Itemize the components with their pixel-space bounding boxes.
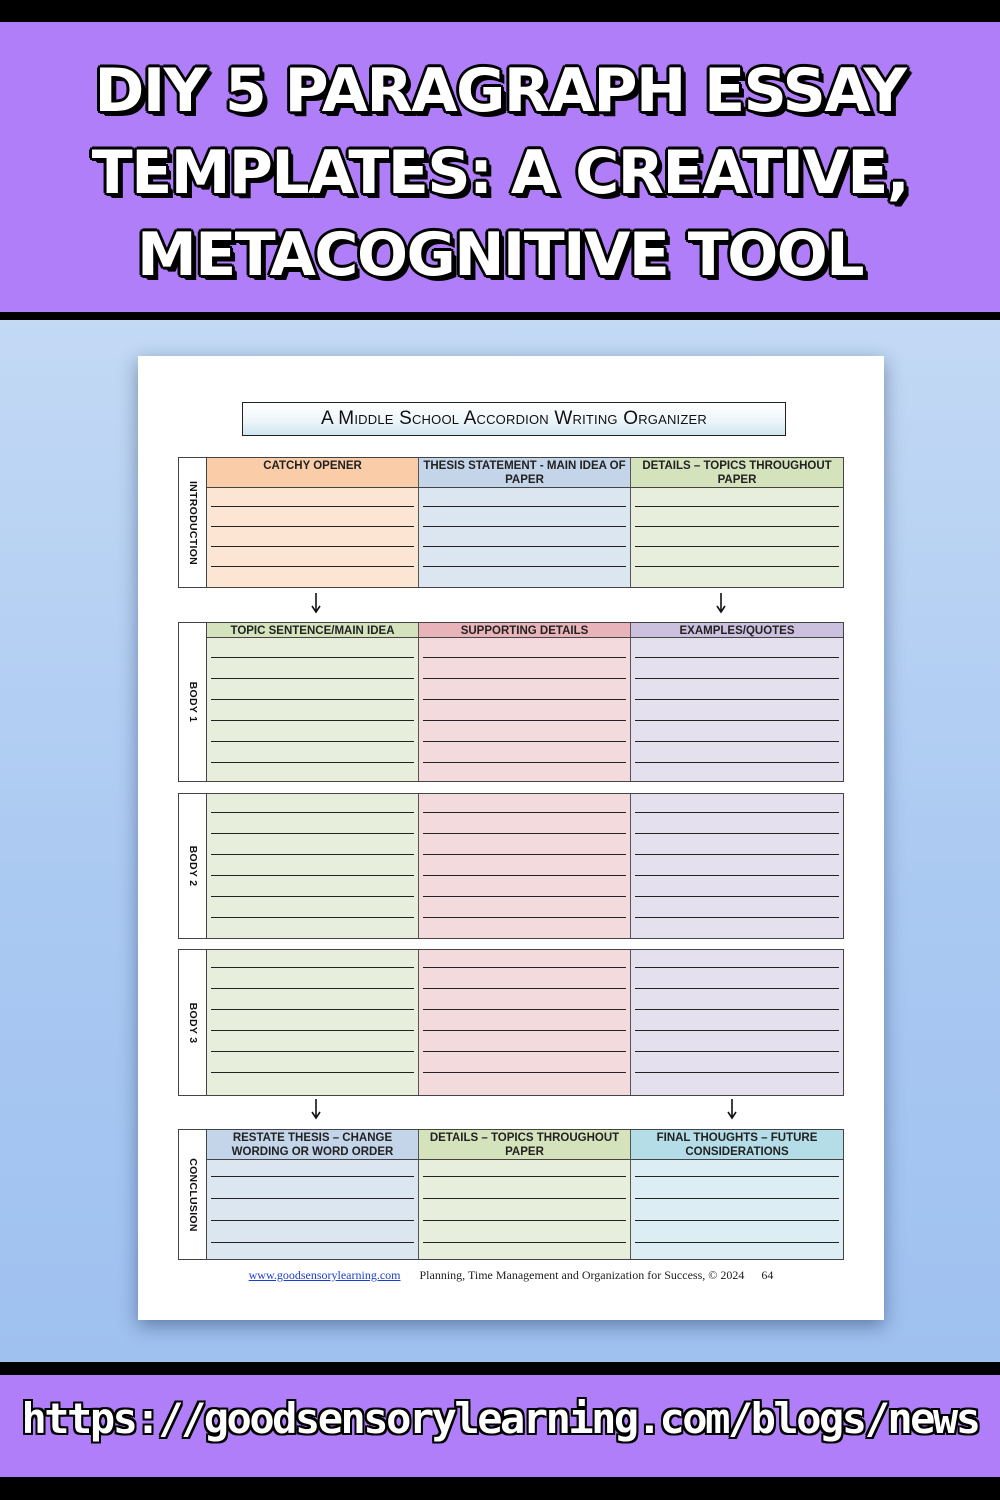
section-label: INTRODUCTION xyxy=(179,458,207,587)
details-topics-column xyxy=(631,458,843,587)
examples-quotes-column xyxy=(631,950,843,1095)
writing-line xyxy=(211,1220,414,1221)
column-header: THESIS STATEMENT - MAIN IDEA OF PAPER xyxy=(419,458,630,488)
writing-line xyxy=(635,1051,839,1052)
column-header: RESTATE THESIS – CHANGE WORDING OR WORD ORDER xyxy=(207,1130,418,1160)
writing-line xyxy=(423,526,626,527)
writing-line xyxy=(423,896,626,897)
writing-line xyxy=(211,546,414,547)
writing-line xyxy=(211,741,414,742)
writing-line xyxy=(635,526,839,527)
body-2-section xyxy=(178,793,844,939)
writing-line xyxy=(211,1176,414,1177)
examples-quotes-column xyxy=(631,794,843,938)
conclusion-section xyxy=(178,1129,844,1260)
worksheet-footer xyxy=(138,1268,884,1283)
writing-line xyxy=(423,967,626,968)
writing-line xyxy=(211,1242,414,1243)
writing-line xyxy=(423,762,626,763)
details-topics-column xyxy=(419,1130,631,1259)
writing-line xyxy=(211,917,414,918)
writing-line xyxy=(635,833,839,834)
writing-line xyxy=(635,1220,839,1221)
down-arrow-icon xyxy=(310,592,322,614)
writing-line xyxy=(635,657,839,658)
writing-line xyxy=(635,1072,839,1073)
column-header: EXAMPLES/QUOTES xyxy=(631,623,843,638)
writing-line xyxy=(423,678,626,679)
down-arrow-icon xyxy=(715,592,727,614)
writing-line xyxy=(423,657,626,658)
writing-line xyxy=(211,1072,414,1073)
writing-line xyxy=(635,812,839,813)
writing-line xyxy=(211,506,414,507)
writing-line xyxy=(211,1009,414,1010)
writing-line xyxy=(423,1242,626,1243)
writing-line xyxy=(635,988,839,989)
title-line-1: DIY 5 PARAGRAPH ESSAY xyxy=(94,56,906,126)
writing-line xyxy=(635,1176,839,1177)
writing-line xyxy=(635,896,839,897)
column-header: SUPPORTING DETAILS xyxy=(419,623,630,638)
down-arrow-icon xyxy=(310,1098,322,1120)
examples-quotes-column xyxy=(631,623,843,781)
page-number: 64 xyxy=(761,1268,774,1282)
writing-line xyxy=(423,833,626,834)
writing-line xyxy=(211,566,414,567)
footer-link[interactable]: www.goodsensorylearning.com xyxy=(248,1268,401,1282)
writing-line xyxy=(211,678,414,679)
column-header: DETAILS – TOPICS THROUGHOUT PAPER xyxy=(631,458,843,488)
writing-line xyxy=(211,988,414,989)
writing-line xyxy=(423,854,626,855)
section-label: BODY 2 xyxy=(179,794,207,938)
writing-line xyxy=(423,1072,626,1073)
writing-line xyxy=(423,720,626,721)
writing-line xyxy=(423,566,626,567)
topic-sentence-column xyxy=(207,623,419,781)
writing-line xyxy=(635,720,839,721)
writing-line xyxy=(635,506,839,507)
worksheet-page xyxy=(138,356,884,1320)
writing-line xyxy=(635,1198,839,1199)
writing-line xyxy=(211,833,414,834)
writing-line xyxy=(211,967,414,968)
blog-url[interactable]: https://goodsensorylearning.com/blogs/news xyxy=(21,1394,979,1443)
writing-line xyxy=(211,1198,414,1199)
writing-line xyxy=(211,720,414,721)
writing-line xyxy=(211,1051,414,1052)
writing-line xyxy=(423,988,626,989)
writing-line xyxy=(423,1176,626,1177)
writing-line xyxy=(423,699,626,700)
writing-line xyxy=(423,1220,626,1221)
writing-line xyxy=(423,506,626,507)
writing-line xyxy=(635,1030,839,1031)
writing-line xyxy=(635,917,839,918)
column-header: TOPIC SENTENCE/MAIN IDEA xyxy=(207,623,418,638)
writing-line xyxy=(423,917,626,918)
writing-line xyxy=(635,566,839,567)
title-line-2: TEMPLATES: A CREATIVE, xyxy=(91,138,909,208)
supporting-details-column xyxy=(419,794,631,938)
writing-line xyxy=(635,967,839,968)
writing-line xyxy=(423,546,626,547)
writing-line xyxy=(211,657,414,658)
writing-line xyxy=(635,1242,839,1243)
writing-line xyxy=(211,762,414,763)
worksheet-title: A Middle School Accordion Writing Organizer xyxy=(242,402,786,436)
down-arrow-icon xyxy=(726,1098,738,1120)
writing-line xyxy=(423,812,626,813)
writing-line xyxy=(423,1009,626,1010)
writing-line xyxy=(635,875,839,876)
final-thoughts-column xyxy=(631,1130,843,1259)
supporting-details-column xyxy=(419,623,631,781)
thesis-statement-column xyxy=(419,458,631,587)
writing-line xyxy=(211,896,414,897)
writing-line xyxy=(635,1009,839,1010)
writing-line xyxy=(211,1030,414,1031)
section-label: CONCLUSION xyxy=(179,1130,207,1259)
writing-line xyxy=(211,526,414,527)
section-label: BODY 1 xyxy=(179,623,207,781)
writing-line xyxy=(635,854,839,855)
footer-text: Planning, Time Management and Organization for Success, © 2024 xyxy=(419,1268,745,1282)
writing-line xyxy=(423,1198,626,1199)
restate-thesis-column xyxy=(207,1130,419,1259)
topic-sentence-column xyxy=(207,950,419,1095)
column-header: FINAL THOUGHTS – FUTURE CONSIDERATIONS xyxy=(631,1130,843,1160)
writing-line xyxy=(211,854,414,855)
title-line-3: METACOGNITIVE TOOL xyxy=(137,220,863,290)
writing-line xyxy=(211,699,414,700)
writing-line xyxy=(635,546,839,547)
writing-line xyxy=(423,1030,626,1031)
catchy-opener-column xyxy=(207,458,419,587)
writing-line xyxy=(423,875,626,876)
writing-line xyxy=(423,1051,626,1052)
writing-line xyxy=(635,699,839,700)
writing-line xyxy=(211,875,414,876)
writing-line xyxy=(423,741,626,742)
column-header: DETAILS – TOPICS THROUGHOUT PAPER xyxy=(419,1130,630,1160)
body-1-section xyxy=(178,622,844,782)
writing-line xyxy=(635,762,839,763)
column-header: CATCHY OPENER xyxy=(207,458,418,488)
body-3-section xyxy=(178,949,844,1096)
writing-line xyxy=(635,678,839,679)
topic-sentence-column xyxy=(207,794,419,938)
introduction-section xyxy=(178,457,844,588)
writing-line xyxy=(211,812,414,813)
page-title xyxy=(0,50,1000,296)
section-label: BODY 3 xyxy=(179,950,207,1095)
writing-line xyxy=(635,741,839,742)
supporting-details-column xyxy=(419,950,631,1095)
